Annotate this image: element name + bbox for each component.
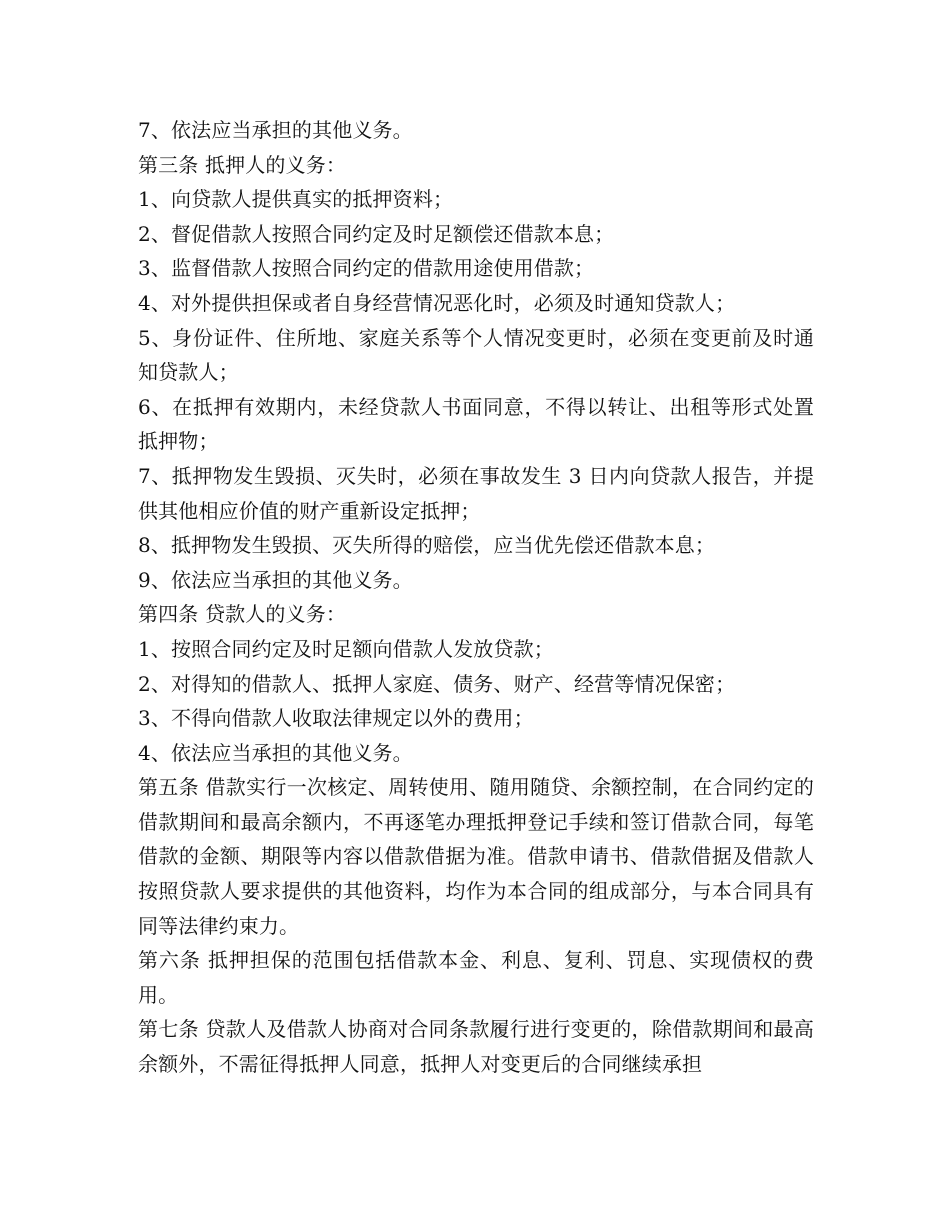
paragraph-mortgagor-2: 2、督促借款人按照合同约定及时足额偿还借款本息； bbox=[138, 221, 615, 246]
article-7-paragraph: 第七条 贷款人及借款人协商对合同条款履行进行变更的，除借款期间和最高余额外，不需征得抵押人同意，抵押人对变更后的合同继续承担 bbox=[138, 1017, 814, 1077]
paragraph-lender-1: 1、按照合同约定及时足额向借款人发放贷款； bbox=[138, 636, 554, 661]
paragraph-mortgagor-8: 8、抵押物发生毁损、灭失所得的赔偿，应当优先偿还借款本息； bbox=[138, 533, 716, 558]
paragraph-lender-2: 2、对得知的借款人、抵押人家庭、债务、财产、经营等情况保密； bbox=[138, 671, 736, 696]
paragraph-lender-3: 3、不得向借款人收取法律规定以外的费用； bbox=[138, 706, 534, 731]
article-5-paragraph: 第五条 借款实行一次核定、周转使用、随用随贷、余额控制，在合同约定的借款期间和最高余额内，不再逐笔办理抵押登记手续和签订借款合同，每笔借款的金额、期限等内容以借款借据为准。借款申请书、借款借据及借款人按照贷款人要求提供的其他资料，均作为本合同的组成部分，与本合同具有同等法律约束力。 bbox=[138, 775, 814, 938]
article-3-heading: 第三条 抵押人的义务： bbox=[138, 152, 347, 177]
paragraph-obligation-7: 7、依法应当承担的其他义务。 bbox=[138, 118, 413, 142]
paragraph-mortgagor-9: 9、依法应当承担的其他义务。 bbox=[138, 567, 413, 592]
paragraph-mortgagor-3: 3、监督借款人按照合同约定的借款用途使用借款； bbox=[138, 256, 595, 281]
paragraph-mortgagor-4: 4、对外提供担保或者自身经营情况恶化时，必须及时通知贷款人； bbox=[138, 290, 736, 315]
article-4-heading: 第四条 贷款人的义务： bbox=[138, 602, 347, 627]
paragraph-mortgagor-5: 5、身份证件、住所地、家庭关系等个人情况变更时，必须在变更前及时通知贷款人； bbox=[138, 325, 814, 385]
paragraph-mortgagor-1: 1、向贷款人提供真实的抵押资料； bbox=[138, 187, 454, 212]
document-body bbox=[138, 113, 814, 1082]
paragraph-mortgagor-6: 6、在抵押有效期内，未经贷款人书面同意，不得以转让、出租等形式处置抵押物； bbox=[138, 394, 814, 454]
article-6-paragraph: 第六条 抵押担保的范围包括借款本金、利息、复利、罚息、实现债权的费用。 bbox=[138, 948, 814, 1007]
paragraph-mortgagor-7: 7、抵押物发生毁损、灭失时，必须在事故发生 3 日内向贷款人报告，并提供其他相应价值的财产重新设定抵押； bbox=[138, 463, 814, 523]
paragraph-lender-4: 4、依法应当承担的其他义务。 bbox=[138, 740, 413, 765]
